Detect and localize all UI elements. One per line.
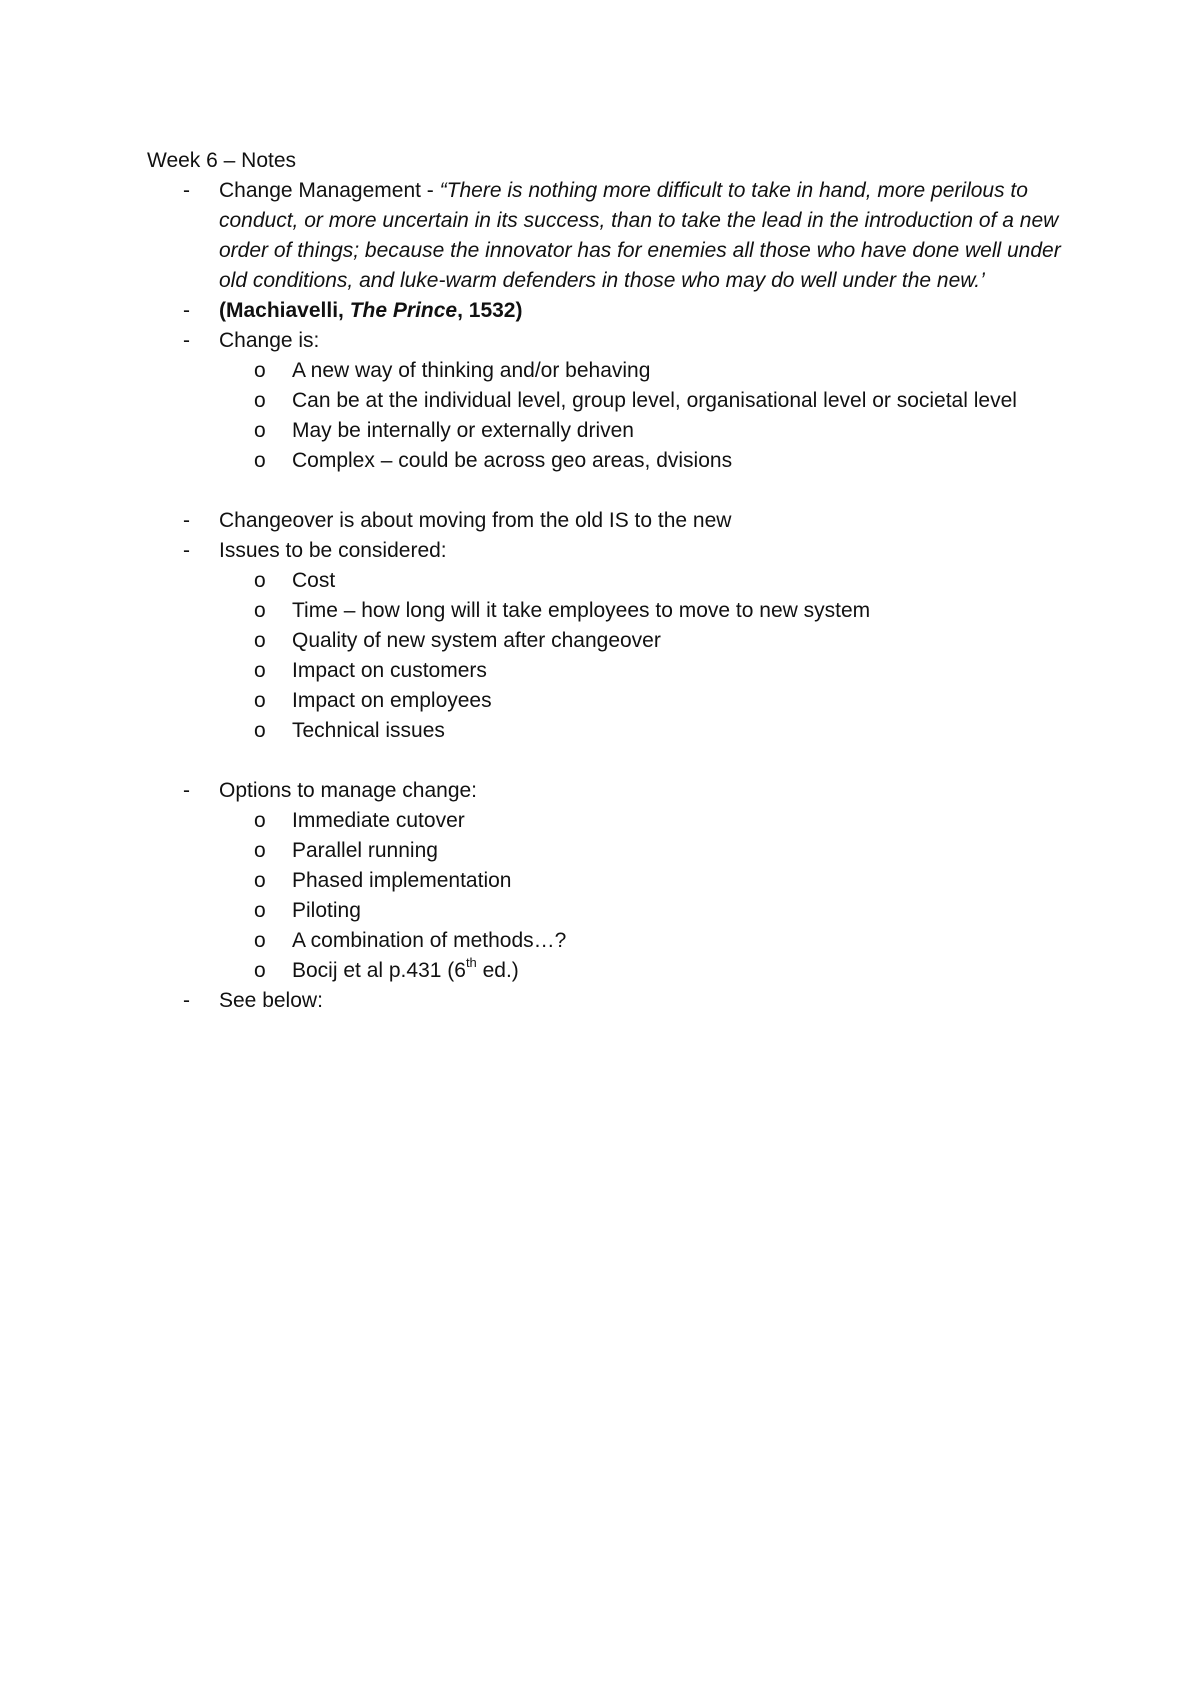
top-level-list <box>147 176 1087 1016</box>
list-item-text: Impact on employees <box>292 689 492 712</box>
list-item <box>219 596 1087 626</box>
options-label: Options to manage change: <box>219 779 478 802</box>
list-item <box>219 716 1087 746</box>
circle-bullet: o <box>254 719 266 742</box>
reference-text-end: ed.) <box>476 959 519 982</box>
list-item-text: Quality of new system after changeover <box>292 629 661 652</box>
list-item <box>219 626 1087 656</box>
citation-year: , 1532) <box>457 299 523 322</box>
circle-bullet: o <box>254 389 266 412</box>
list-item-reference <box>219 956 1087 986</box>
list-item-text: May be internally or externally driven <box>292 419 634 442</box>
circle-bullet: o <box>254 839 266 862</box>
see-below-text: See below: <box>219 989 323 1012</box>
circle-bullet: o <box>254 959 266 982</box>
circle-bullet: o <box>254 599 266 622</box>
list-item-text: Impact on customers <box>292 659 487 682</box>
list-item <box>219 446 1087 476</box>
list-item-options <box>147 776 1087 986</box>
dash-bullet: - <box>183 329 190 352</box>
citation-author: (Machiavelli, <box>219 299 350 322</box>
options-sublist <box>219 806 1087 986</box>
circle-bullet: o <box>254 419 266 442</box>
changeover-text: Changeover is about moving from the old IS to the new <box>219 509 732 532</box>
list-item-text: Time – how long will it take employees to move to new system <box>292 599 871 622</box>
list-item-changeover <box>147 506 1087 536</box>
circle-bullet: o <box>254 689 266 712</box>
list-item-text: A new way of thinking and/or behaving <box>292 359 651 382</box>
dash-bullet: - <box>183 299 190 322</box>
issues-label: Issues to be considered: <box>219 539 447 562</box>
list-item-text: Piloting <box>292 899 361 922</box>
dash-bullet: - <box>183 779 190 802</box>
list-item <box>219 656 1087 686</box>
list-item-change-management <box>147 176 1087 296</box>
list-item <box>219 806 1087 836</box>
change-is-label: Change is: <box>219 329 320 352</box>
circle-bullet: o <box>254 899 266 922</box>
list-item-text: A combination of methods…? <box>292 929 567 952</box>
list-item-text: Cost <box>292 569 336 592</box>
circle-bullet: o <box>254 449 266 472</box>
machiavelli-quote: “There is nothing more difficult to take in hand, more perilous to conduct, or more uncertain in its success, than to take the lead in the introduction of a new order of things; because the innovator has for enemies all those who have done well under old conditions, and luke-warm defenders in those who may do well under the new.’ <box>219 179 1061 292</box>
list-item <box>219 866 1087 896</box>
list-item-text: Parallel running <box>292 839 438 862</box>
reference-text: Bocij et al p.431 (6 <box>292 959 466 982</box>
reference-superscript: th <box>465 955 477 970</box>
circle-bullet: o <box>254 629 266 652</box>
list-item <box>219 686 1087 716</box>
citation-book-title: The Prince <box>349 299 458 322</box>
spacer <box>219 746 1087 776</box>
list-item-citation <box>147 296 1087 326</box>
list-item <box>219 386 1087 416</box>
list-item-text: Immediate cutover <box>292 809 465 832</box>
spacer <box>219 476 1087 506</box>
list-item-text: Complex – could be across geo areas, dvisions <box>292 449 733 472</box>
list-item-text: Phased implementation <box>292 869 512 892</box>
list-item-change-is <box>147 326 1087 506</box>
notes-content <box>147 146 1087 1016</box>
page-title: Week 6 – Notes <box>147 149 297 172</box>
dash-bullet: - <box>183 989 190 1012</box>
circle-bullet: o <box>254 809 266 832</box>
list-item-issues <box>147 536 1087 776</box>
list-item-see-below <box>147 986 1087 1016</box>
list-item-text: Technical issues <box>292 719 445 742</box>
circle-bullet: o <box>254 569 266 592</box>
list-item <box>219 926 1087 956</box>
change-is-sublist <box>219 356 1087 476</box>
dash-bullet: - <box>183 179 190 202</box>
list-item <box>219 836 1087 866</box>
circle-bullet: o <box>254 659 266 682</box>
issues-sublist <box>219 566 1087 746</box>
list-item <box>219 896 1087 926</box>
dash-bullet: - <box>183 539 190 562</box>
circle-bullet: o <box>254 929 266 952</box>
change-management-label: Change Management - <box>219 179 440 202</box>
list-item-text: Can be at the individual level, group level, organisational level or societal level <box>292 389 1017 412</box>
dash-bullet: - <box>183 509 190 532</box>
citation <box>219 299 522 322</box>
list-item <box>219 356 1087 386</box>
circle-bullet: o <box>254 869 266 892</box>
circle-bullet: o <box>254 359 266 382</box>
list-item <box>219 566 1087 596</box>
list-item <box>219 416 1087 446</box>
